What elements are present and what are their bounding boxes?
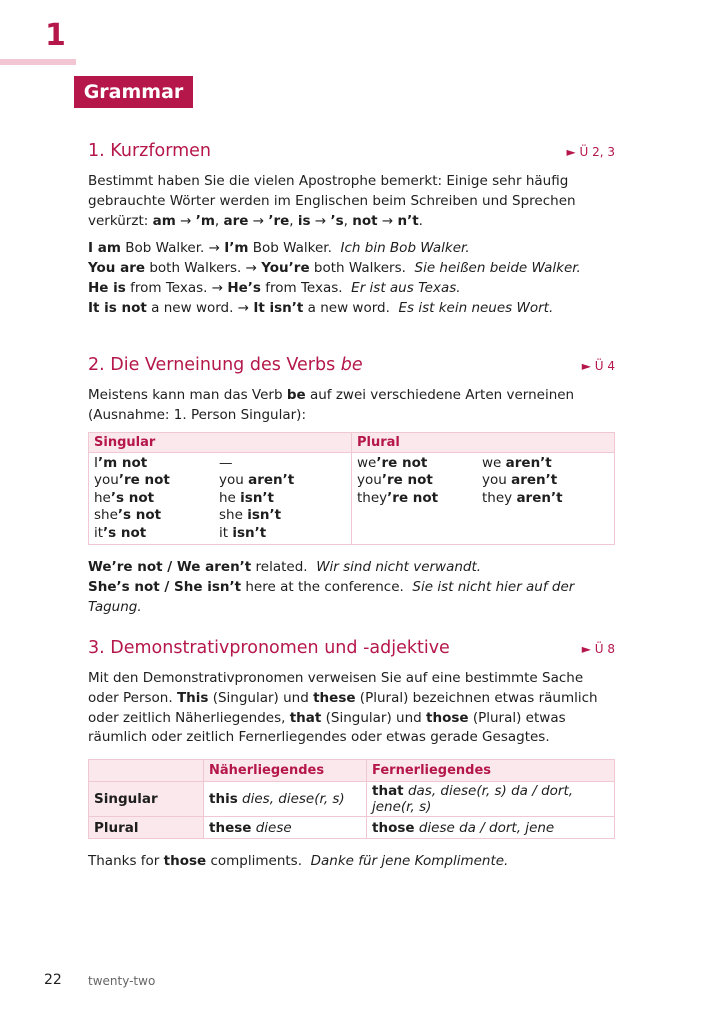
section-verneinung [88, 355, 615, 617]
heading-text: 2. Die Verneinung des Verbs be [88, 355, 363, 375]
singular-cell [89, 452, 352, 545]
chapter-number: 1 [45, 18, 66, 53]
near-cell: these diese [204, 817, 367, 839]
table-row [89, 817, 615, 839]
rule-long: is [297, 212, 311, 229]
section-header: Grammar [74, 76, 193, 108]
alternative-form: we aren’t [482, 454, 552, 471]
intro-paragraph: Meistens kann man das Verb be auf zwei verschiedene Arten verneinen (Ausnahme: 1. Person Singular): [88, 387, 575, 423]
rule-short: n’t [397, 212, 419, 229]
rule-short: ’m [195, 212, 215, 229]
demonstrative-table [88, 759, 615, 839]
plural-cell [352, 452, 615, 545]
exercise-reference: ► Ü 2, 3 [566, 145, 615, 159]
intro-paragraph: Mit den Demonstrativpronomen verweisen Sie auf eine bestimmte Sache oder Person. This (Singular) und these (Plural) bezeichnen etwas räumlich oder zeitlich Näherliegendes, that (Singular) und those (Plural) etwas räumlich oder zeitlich Fernerliegendes oder etwas gerade Gesagtes. [88, 670, 598, 746]
examples-block [88, 558, 615, 617]
rule-long: am [152, 212, 176, 229]
example-line: You are both Walkers. → You’re both Walkers. Sie heißen beide Walker. [88, 260, 581, 277]
alternative-form: they aren’t [482, 489, 563, 506]
rule-short: ’s [330, 212, 344, 229]
example-line: She’s not / She isn’t here at the conference. Sie ist nicht hier auf der Tagung. [88, 578, 575, 615]
rule-short: ’re [268, 212, 290, 229]
negation-table [88, 432, 615, 546]
translation: Ich bin Bob Walker. [340, 240, 470, 257]
example-line: He is from Texas. → He’s from Texas. Er ist aus Texas. [88, 279, 461, 296]
examples-block [88, 239, 615, 318]
alternative-form: he isn’t [219, 489, 275, 506]
column-header-singular: Singular [89, 432, 352, 452]
section-heading [88, 638, 615, 658]
column-header-far: Fernerliegendes [367, 760, 615, 782]
exercise-reference: ► Ü 4 [581, 359, 615, 373]
example-sentence: Thanks for those compliments. Danke für jene Komplimente. [88, 853, 509, 870]
page-number-word: twenty-two [88, 974, 156, 988]
heading-text: 1. Kurzformen [88, 141, 211, 161]
contracted-form: they’re not [357, 489, 439, 506]
alternative-form: you aren’t [482, 472, 558, 489]
contracted-form: he’s not [94, 489, 155, 506]
near-cell: this dies, diese(r, s) [204, 782, 367, 817]
page-number: 22 [44, 972, 62, 988]
rule-long: not [352, 212, 378, 229]
contraction-rules: am → ’m, are → ’re, is → ’s, not → n’t. [152, 212, 423, 229]
intro-text: Bestimmt haben Sie die vielen Apostrophe bemerkt: Einige sehr häufig gebrauchte Wörter werden im Englischen beim Schreiben und Sprechen verkürzt: [88, 173, 576, 229]
column-header-near: Näherliegendes [204, 760, 367, 782]
translation: Es ist kein neues Wort. [398, 299, 554, 316]
contracted-form: you’re not [357, 472, 433, 489]
row-label: Plural [89, 817, 204, 839]
table-row [89, 782, 615, 817]
translation: Sie heißen beide Walker. [414, 260, 581, 277]
translation: Wir sind nicht verwandt. [316, 559, 482, 576]
alternative-form: — [219, 454, 233, 471]
contracted-form: she’s not [94, 507, 162, 524]
example-line: It is not a new word. → It isn’t a new word. Es ist kein neues Wort. [88, 299, 554, 316]
alternative-form: you aren’t [219, 472, 295, 489]
far-cell: those diese da / dort, jene [367, 817, 615, 839]
example-line: We’re not / We aren’t related. Wir sind nicht verwandt. [88, 559, 482, 576]
contracted-form: I’m not [94, 454, 148, 471]
column-header-plural: Plural [352, 432, 615, 452]
exercise-reference: ► Ü 8 [581, 642, 615, 656]
intro-paragraph [88, 172, 615, 231]
section-demonstrativ [88, 638, 615, 872]
section-heading [88, 141, 615, 161]
alternative-form: it isn’t [219, 524, 267, 541]
translation: Er ist aus Texas. [351, 279, 461, 296]
rule-long: are [223, 212, 249, 229]
far-cell: that das, diese(r, s) da / dort, jene(r, s) [367, 782, 615, 817]
translation: Sie ist nicht hier auf der Tagung. [88, 578, 575, 615]
corner-cell [89, 760, 204, 782]
section-kurzformen [88, 141, 615, 319]
contracted-form: it’s not [94, 524, 147, 541]
contracted-form: you’re not [94, 472, 170, 489]
row-label: Singular [89, 782, 204, 817]
contracted-form: we’re not [357, 454, 428, 471]
example-line: I am Bob Walker. → I’m Bob Walker. Ich bin Bob Walker. [88, 240, 470, 257]
heading-text: 3. Demonstrativpronomen und -adjektive [88, 638, 450, 658]
alternative-form: she isn’t [219, 507, 282, 524]
chapter-bar [0, 59, 76, 65]
section-heading [88, 355, 615, 375]
